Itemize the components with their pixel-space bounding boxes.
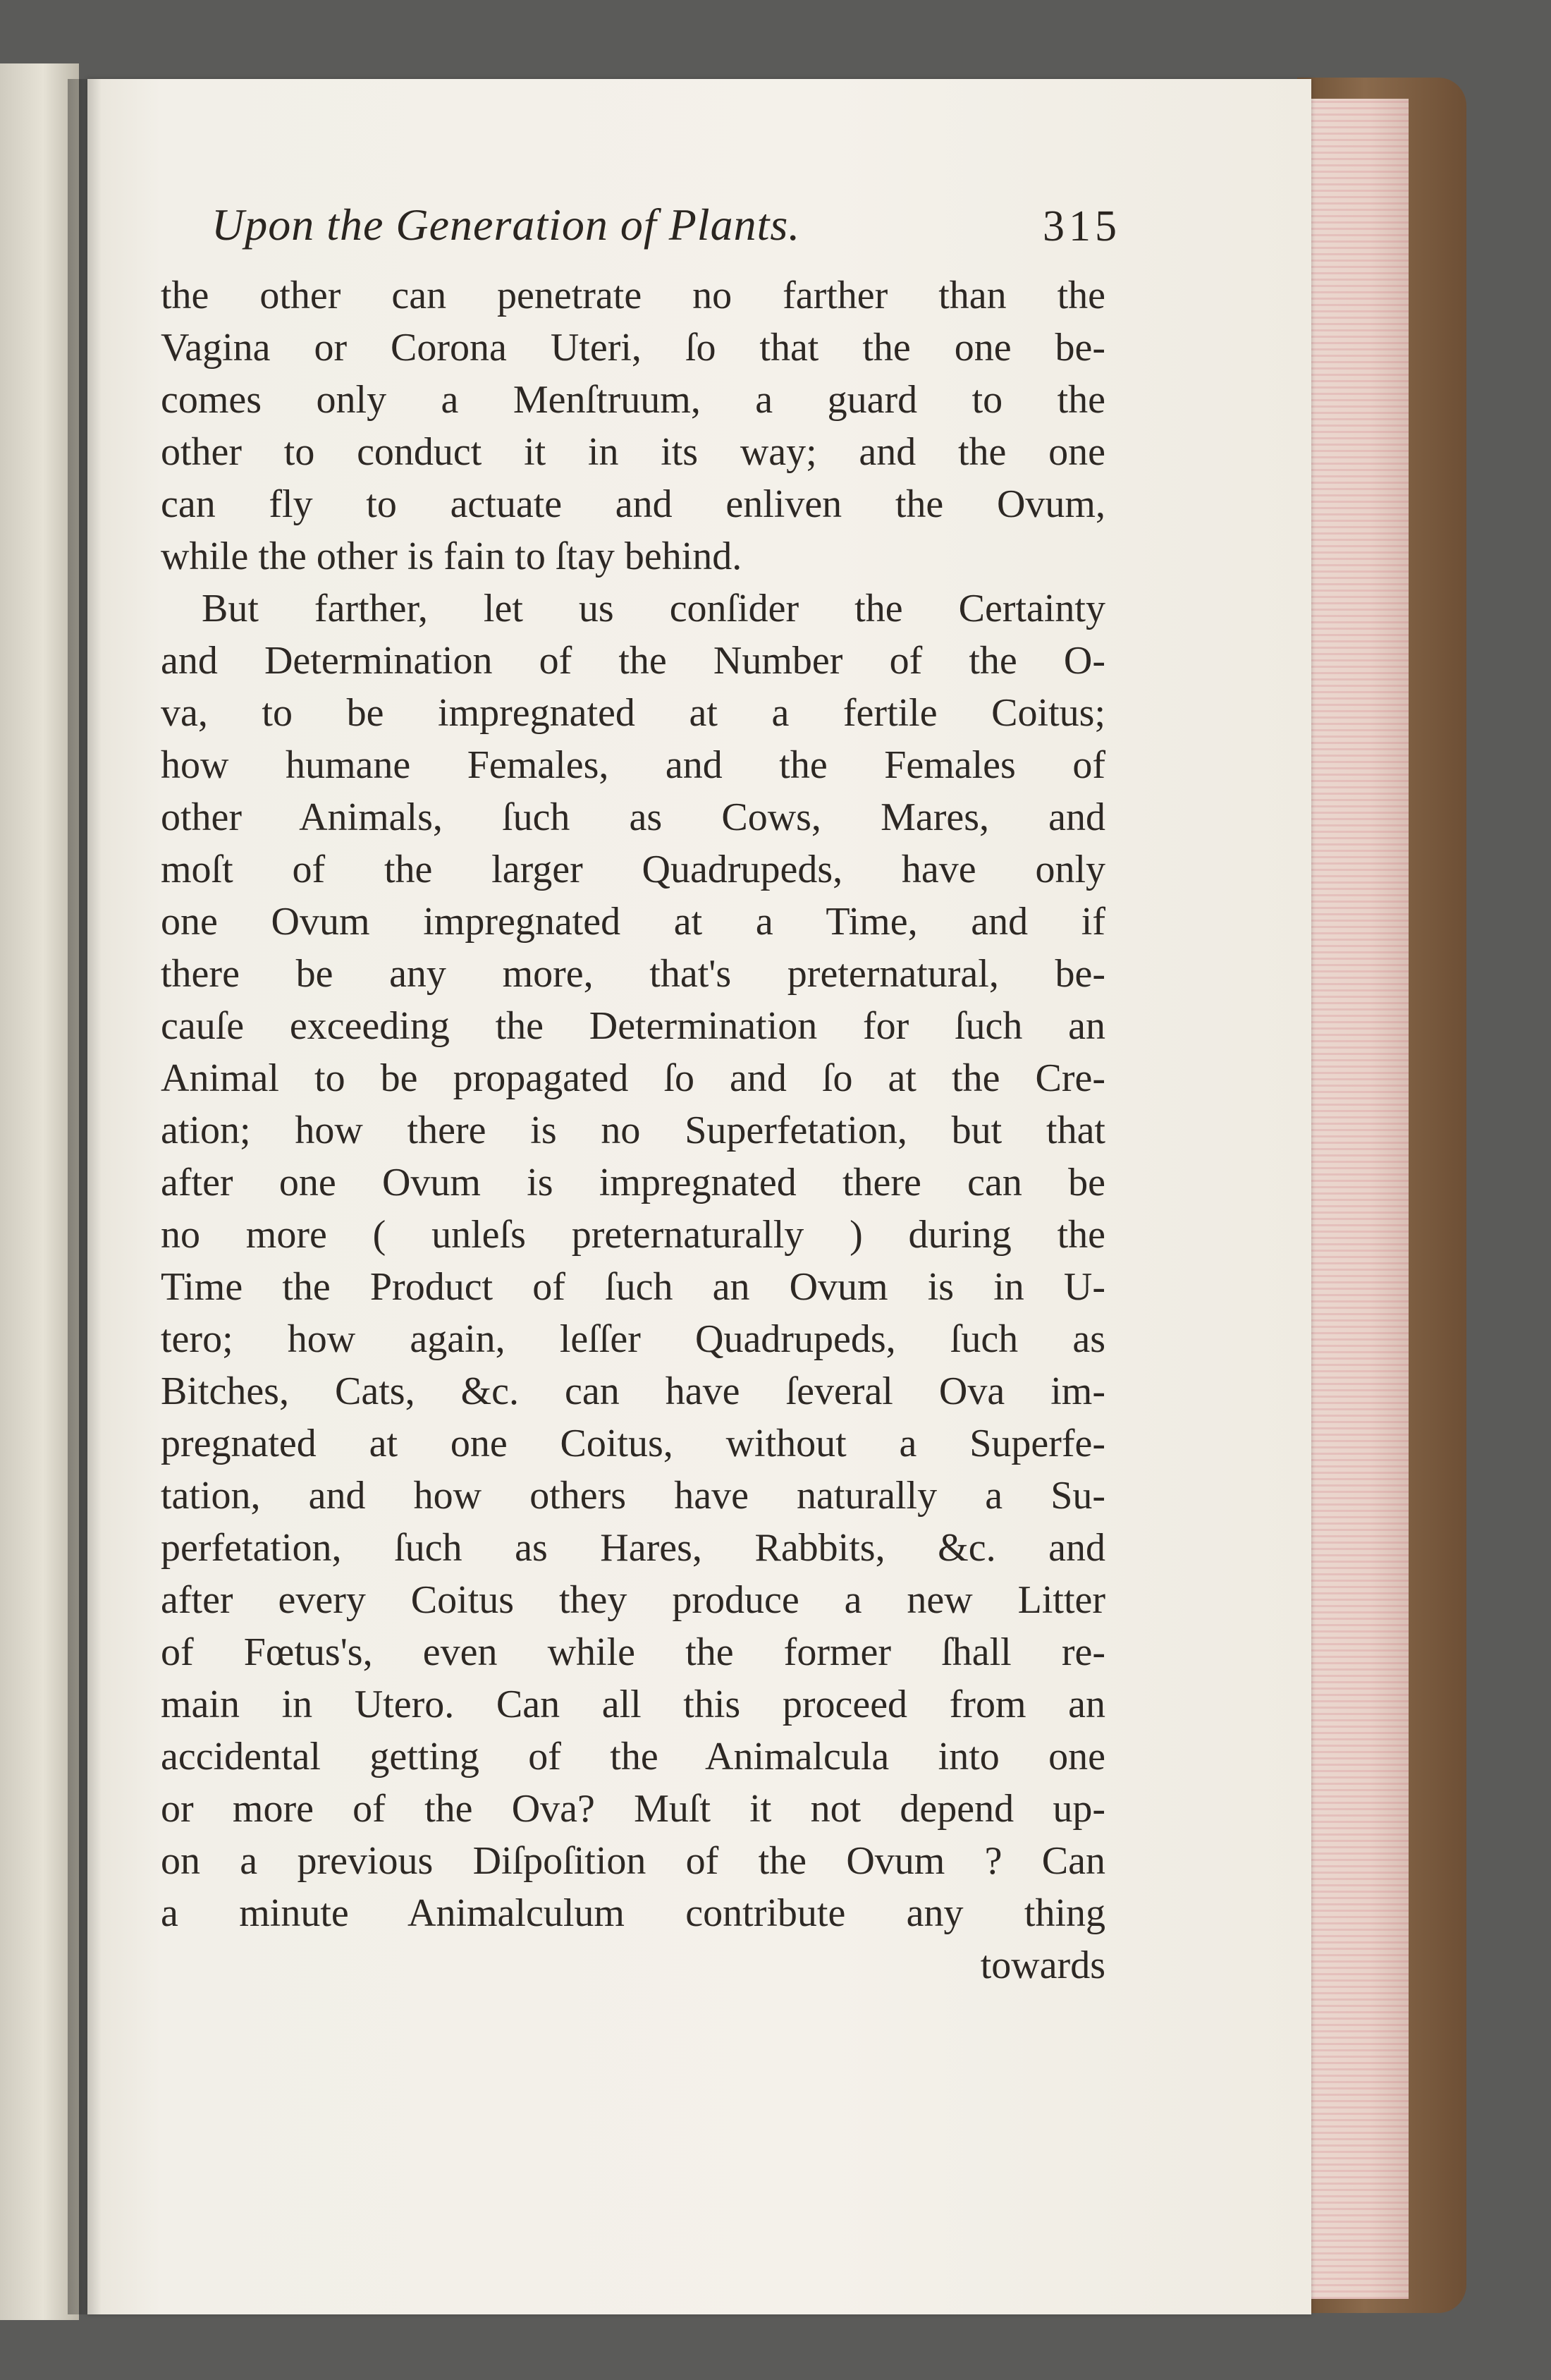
text-line: Bitches, Cats, &c. can have ſeveral Ova im- — [161, 1369, 1105, 1413]
running-title: Upon the Generation of Plants. — [212, 200, 801, 250]
text-line: a minute Animalculum contribute any thing — [161, 1891, 1105, 1935]
text-line: accidental getting of the Animalcula into one — [161, 1735, 1105, 1778]
text-line: Time the Product of ſuch an Ovum is in U- — [161, 1265, 1105, 1309]
text-line: Animal to be propagated ſo and ſo at the Cre- — [161, 1056, 1105, 1100]
text-line: one Ovum impregnated at a Time, and if — [161, 900, 1105, 944]
text-line: of Fœtus's, even while the former ſhall re- — [161, 1630, 1105, 1674]
text-line: and Determination of the Number of the O- — [161, 639, 1105, 683]
text-line: can fly to actuate and enliven the Ovum, — [161, 482, 1105, 526]
gutter-shadow — [68, 79, 102, 2314]
page-number: 315 — [1043, 202, 1121, 250]
text-line: after one Ovum is impregnated there can be — [161, 1161, 1105, 1204]
text-line: tation, and how others have naturally a Su- — [161, 1474, 1105, 1518]
body-text — [161, 269, 1105, 1991]
text-line: cauſe exceeding the Determination for ſuch an — [161, 1004, 1105, 1048]
catchword: towards — [980, 1943, 1105, 1987]
text-line: how humane Females, and the Females of — [161, 743, 1105, 787]
text-line: main in Utero. Can all this proceed from an — [161, 1683, 1105, 1726]
text-line: other to conduct it in its way; and the one — [161, 430, 1105, 474]
text-line: other Animals, ſuch as Cows, Mares, and — [161, 795, 1105, 839]
text-line: pregnated at one Coitus, without a Superfe- — [161, 1422, 1105, 1465]
text-line: perfetation, ſuch as Hares, Rabbits, &c. and — [161, 1526, 1105, 1570]
text-line: or more of the Ova? Muſt it not depend up- — [161, 1787, 1105, 1831]
text-line: ation; how there is no Superfetation, but that — [161, 1109, 1105, 1152]
text-line: no more ( unleſs preternaturally ) during the — [161, 1213, 1105, 1257]
text-line: the other can penetrate no farther than the — [161, 274, 1105, 317]
text-line: va, to be impregnated at a fertile Coitus; — [161, 691, 1105, 735]
text-line: Vagina or Corona Uteri, ſo that the one be- — [161, 326, 1105, 370]
text-line: there be any more, that's preternatural, be- — [161, 952, 1105, 996]
page-block-edge — [1310, 99, 1409, 2299]
text-line: while the other is fain to ſtay behind. — [161, 535, 742, 578]
text-line: on a previous Diſpoſition of the Ovum ? Can — [161, 1839, 1105, 1883]
text-line: But farther, let us conſider the Certainty — [202, 587, 1105, 630]
text-line: comes only a Menſtruum, a guard to the — [161, 378, 1105, 422]
text-line: moſt of the larger Quadrupeds, have only — [161, 848, 1105, 891]
text-line: tero; how again, leſſer Quadrupeds, ſuch as — [161, 1317, 1105, 1361]
running-head — [212, 199, 1121, 262]
text-line: after every Coitus they produce a new Litter — [161, 1578, 1105, 1622]
